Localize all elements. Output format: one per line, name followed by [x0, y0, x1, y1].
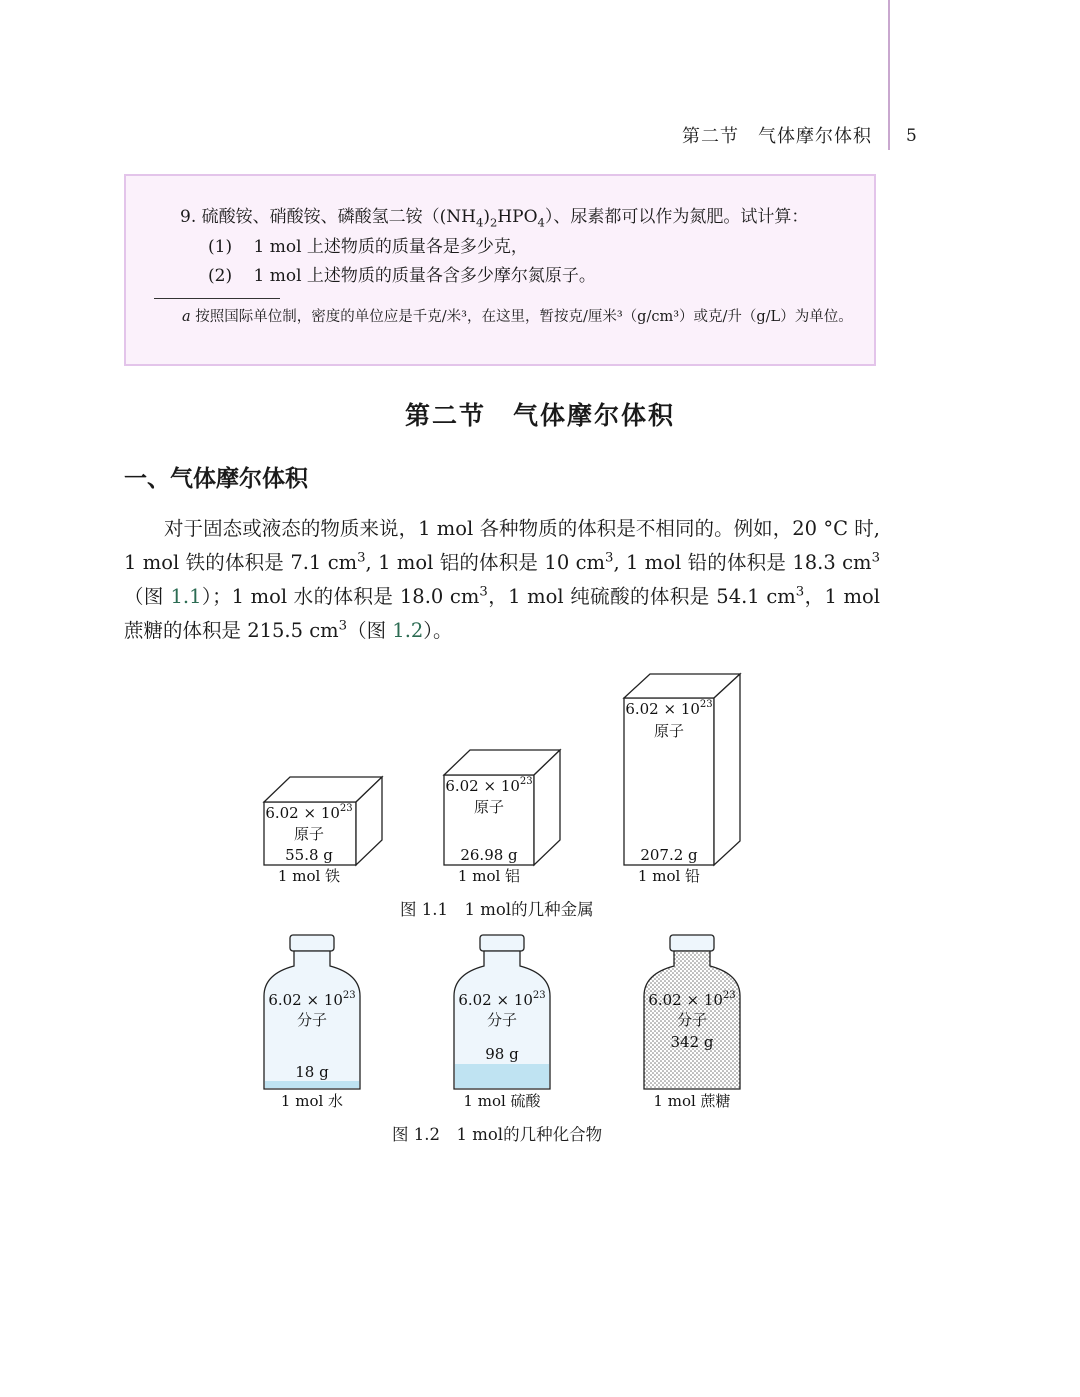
- iron-unit-label: 原子: [293, 825, 325, 843]
- running-header: 第二节 气体摩尔体积: [682, 126, 872, 147]
- sucrose-count-label: [648, 990, 735, 1009]
- aluminum-unit-label: 原子: [473, 798, 505, 816]
- superscript: 3: [357, 550, 366, 566]
- aluminum-mass-label: 26.98 g: [460, 846, 518, 864]
- question-text: ): [483, 207, 490, 227]
- sucrose-unit-label: 分子: [676, 1011, 708, 1029]
- sub-question-text: 1 mol 上述物质的质量各含多少摩尔氮原子。: [253, 266, 596, 286]
- text-run: , 1 mol 铅的体积是 18.3 cm: [613, 551, 872, 574]
- figure-ref-link[interactable]: 1.2: [392, 619, 424, 642]
- subscript: 4: [475, 215, 484, 230]
- superscript: 3: [605, 550, 614, 566]
- text-run: , 1 mol 铝的体积是 10 cm: [365, 551, 606, 574]
- count-exponent: 23: [722, 990, 736, 1001]
- superscript: 3: [479, 584, 488, 600]
- water-mass-label: 18 g: [295, 1063, 329, 1081]
- text-run: （图: [124, 585, 171, 608]
- count-base: 6.02 × 10: [625, 700, 700, 718]
- count-exponent: 23: [519, 776, 533, 787]
- figure-ref-link[interactable]: 1.1: [170, 585, 202, 608]
- count-exponent: 23: [532, 990, 546, 1001]
- count-exponent: 23: [699, 699, 713, 710]
- section-title: 第二节 气体摩尔体积: [404, 401, 675, 430]
- superscript: 3: [871, 550, 880, 566]
- lead-mass-label: 207.2 g: [640, 846, 698, 864]
- acid-caption: 1 mol 硫酸: [463, 1092, 541, 1110]
- text-run: ，1 mol 蔗糖的体积是 215.5 cm: [124, 585, 881, 642]
- count-base: 6.02 × 10: [648, 991, 723, 1009]
- question-text: HPO: [497, 207, 538, 227]
- text-run: ）。: [423, 619, 453, 642]
- count-base: 6.02 × 10: [445, 777, 520, 795]
- lead-caption: 1 mol 铅: [637, 867, 701, 885]
- iron-caption: 1 mol 铁: [277, 867, 341, 885]
- aluminum-count-label: [445, 776, 532, 795]
- sub-question-label: (1): [208, 237, 233, 257]
- page-number: 5: [906, 126, 917, 146]
- lead-count-label: [625, 699, 712, 718]
- superscript: 3: [795, 584, 805, 600]
- figure-1-1-caption: 图 1.1 1 mol的几种金属: [400, 900, 594, 919]
- text-run: ）；1 mol 水的体积是 18.0 cm: [201, 585, 480, 608]
- footnote-text: 按照国际单位制，密度的单位应是千克/米³，在这里，暂按克/厘米³（g/cm³）或克/升（g/L）为单位。: [195, 309, 853, 325]
- aluminum-caption: 1 mol 铝: [457, 867, 521, 885]
- acid-mass-label: 98 g: [485, 1045, 519, 1063]
- text-run: 对于固态或液态的物质来说，1 mol 各种物质的体积是不相同的。例如，20 °C 时, 1 mol 铁的体积是 7.1 cm: [124, 517, 880, 574]
- question-text: 硫酸铵、硝酸铵、磷酸氢二铵（(NH: [201, 207, 476, 227]
- subscript: 2: [489, 215, 498, 230]
- count-exponent: 23: [339, 803, 353, 814]
- subscript: 4: [537, 215, 545, 230]
- sub-question-text: 1 mol 上述物质的质量各是多少克，: [253, 237, 528, 257]
- question-number: 9.: [180, 207, 197, 227]
- text-run: ，1 mol 纯硫酸的体积是 54.1 cm: [487, 585, 796, 608]
- question-text: ）、尿素都可以作为氮肥。试计算：: [544, 207, 809, 227]
- acid-count-label: [458, 990, 545, 1009]
- count-exponent: 23: [342, 990, 356, 1001]
- footnote-mark: a: [182, 309, 191, 325]
- sucrose-mass-label: 342 g: [670, 1033, 714, 1051]
- lead-unit-label: 原子: [653, 722, 685, 740]
- acid-unit-label: 分子: [486, 1011, 518, 1029]
- subsection-title: 一、气体摩尔体积: [124, 465, 308, 492]
- water-caption: 1 mol 水: [280, 1092, 344, 1110]
- sucrose-caption: 1 mol 蔗糖: [653, 1092, 731, 1110]
- water-count-label: [268, 990, 355, 1009]
- iron-count-label: [265, 803, 352, 822]
- figure-1-2-caption: 图 1.2 1 mol的几种化合物: [392, 1125, 603, 1144]
- text-run: （图: [347, 619, 393, 642]
- count-base: 6.02 × 10: [458, 991, 533, 1009]
- water-unit-label: 分子: [296, 1011, 328, 1029]
- iron-mass-label: 55.8 g: [285, 846, 333, 864]
- superscript: 3: [338, 618, 348, 634]
- sub-question-label: (2): [208, 266, 233, 286]
- count-base: 6.02 × 10: [268, 991, 343, 1009]
- count-base: 6.02 × 10: [265, 804, 340, 822]
